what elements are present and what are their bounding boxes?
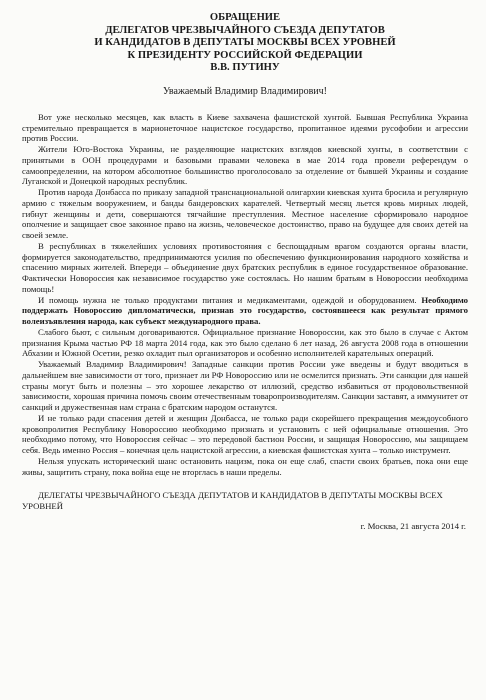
document-body	[22, 112, 468, 478]
greeting: Уважаемый Владимир Владимирович!	[162, 85, 328, 97]
paragraph: Вот уже несколько месяцев, как власть в Киеве захвачена фашистской хунтой. Бывшая Республика Украина стремительно превращается в марионеточное нацистское государство, пропитанное идеями русофобии и агрессии против России.	[22, 111, 468, 144]
paragraph: Жители Юго-Востока Украины, не разделяющие нацистских взглядов киевской хунты, в соответствии с принятыми в ООН процедурами и базовыми правами человека в мае 2014 года провели референдум о самоопределении, на котором абсолютное большинство проголосовало за отделение от бывшей Украины и создание Луганской и Донецкой народных республик.	[22, 144, 468, 187]
paragraph: И не только ради спасения детей и женщин Донбасса, не только ради скорейшего прекращения междоусобного кровопролития Республику Новороссию необходимо признать и установить с ней официальные отношения. Это необходимо потому, что Новороссия сейчас – это передовой бастион России, и защищая Новороссию, мы защищаем себя. Ведь именно Россия – конечная цель нацистской агрессии, а киевская фашистская хунта – только инструмент.	[22, 412, 468, 456]
paragraph: Против народа Донбасса по приказу западной транснациональной олигархии киевская хунта бросила и регулярную армию с тяжелым вооружением, и банды бандеровских карателей. Четвертый месяц льется кровь мирных людей, гибнут женщины и дети, совершаются тягчайшие преступления. Местное население сформировало народное ополчение и защищает свое законное право на жизнь, человеческое достоинство, право на будущее для своих детей на своей земле.	[22, 187, 468, 241]
paragraph: В республиках в тяжелейших условиях противостояния с беспощадным врагом создаются органы власти, формируется законодательство, предпринимаются усилия по обеспечению функционирования народного хозяйства и спасению мирных жителей. Впереди – объединение двух братских республик в единое государственное образование. Фактически Новороссия как независимое государство уже состоялась. Но нашим братьям в Новороссии необходима помощь!	[22, 240, 468, 294]
signature: ДЕЛЕГАТЫ ЧРЕЗВЫЧАЙНОГО СЪЕЗДА ДЕПУТАТОВ И КАНДИДАТОВ В ДЕПУТАТЫ МОСКВЫ ВСЕХ УРОВНЕЙ	[22, 490, 443, 512]
title-line: ОБРАЩЕНИЕ	[209, 12, 281, 23]
paragraph: Уважаемый Владимир Владимирович! Западные санкции против России уже введены и будут вводиться в дальнейшем вне зависимости от того, признает ли РФ Новороссию или не осмелится признать. Эти санкции для нашей страны могут быть и полезны – это хорошее лекарство от иллюзий, средство избавиться от продовольственной зависимости, хорошая причина помочь своим отечественным товаропроизводителям. Санкции заставят, а иммунитет от санкций и дружественная нам страна с братским народом останутся.	[22, 359, 468, 413]
title-line: ДЕЛЕГАТОВ ЧРЕЗВЫЧАЙНОГО СЪЕЗДА ДЕПУТАТОВ	[105, 24, 385, 36]
title-line: К ПРЕЗИДЕНТУ РОССИЙСКОЙ ФЕДЕРАЦИИ	[127, 49, 363, 61]
paragraph: Нельзя упускать исторический шанс остановить нацизм, пока он еще слаб, спасти своих братьев, пока они еще живы, защитить страну, пока война еще не вторглась в наши пределы.	[22, 455, 468, 477]
paragraph	[22, 295, 468, 327]
document-title	[22, 12, 468, 75]
title-line: В.В. ПУТИНУ	[210, 62, 280, 74]
paragraph: Слабого бьют, с сильным договариваются. Официальное признание Новороссии, как это было в случае с Актом признания Крыма частью РФ 18 марта 2014 года, как это было сделано 6 лет назад, 26 августа 2008 года в отношении Абхазии и Южной Осетии, резко охладит пыл организаторов и особенно исполнителей карательных операций.	[22, 326, 468, 359]
paragraph-emphasis: Необходимо поддержать Новороссию дипломатически, признав это государство, состоявшееся как результат прямого волеизъявления народа, как субъект международного права.	[22, 294, 468, 327]
place-date: г. Москва, 21 августа 2014 г.	[360, 520, 466, 531]
title-line: И КАНДИДАТОВ В ДЕПУТАТЫ МОСКВЫ ВСЕХ УРОВНЕЙ	[94, 37, 396, 49]
paragraph-text: И помощь нужна не только продуктами питания и медикаментами, одеждой и оборудованием.	[38, 294, 422, 305]
